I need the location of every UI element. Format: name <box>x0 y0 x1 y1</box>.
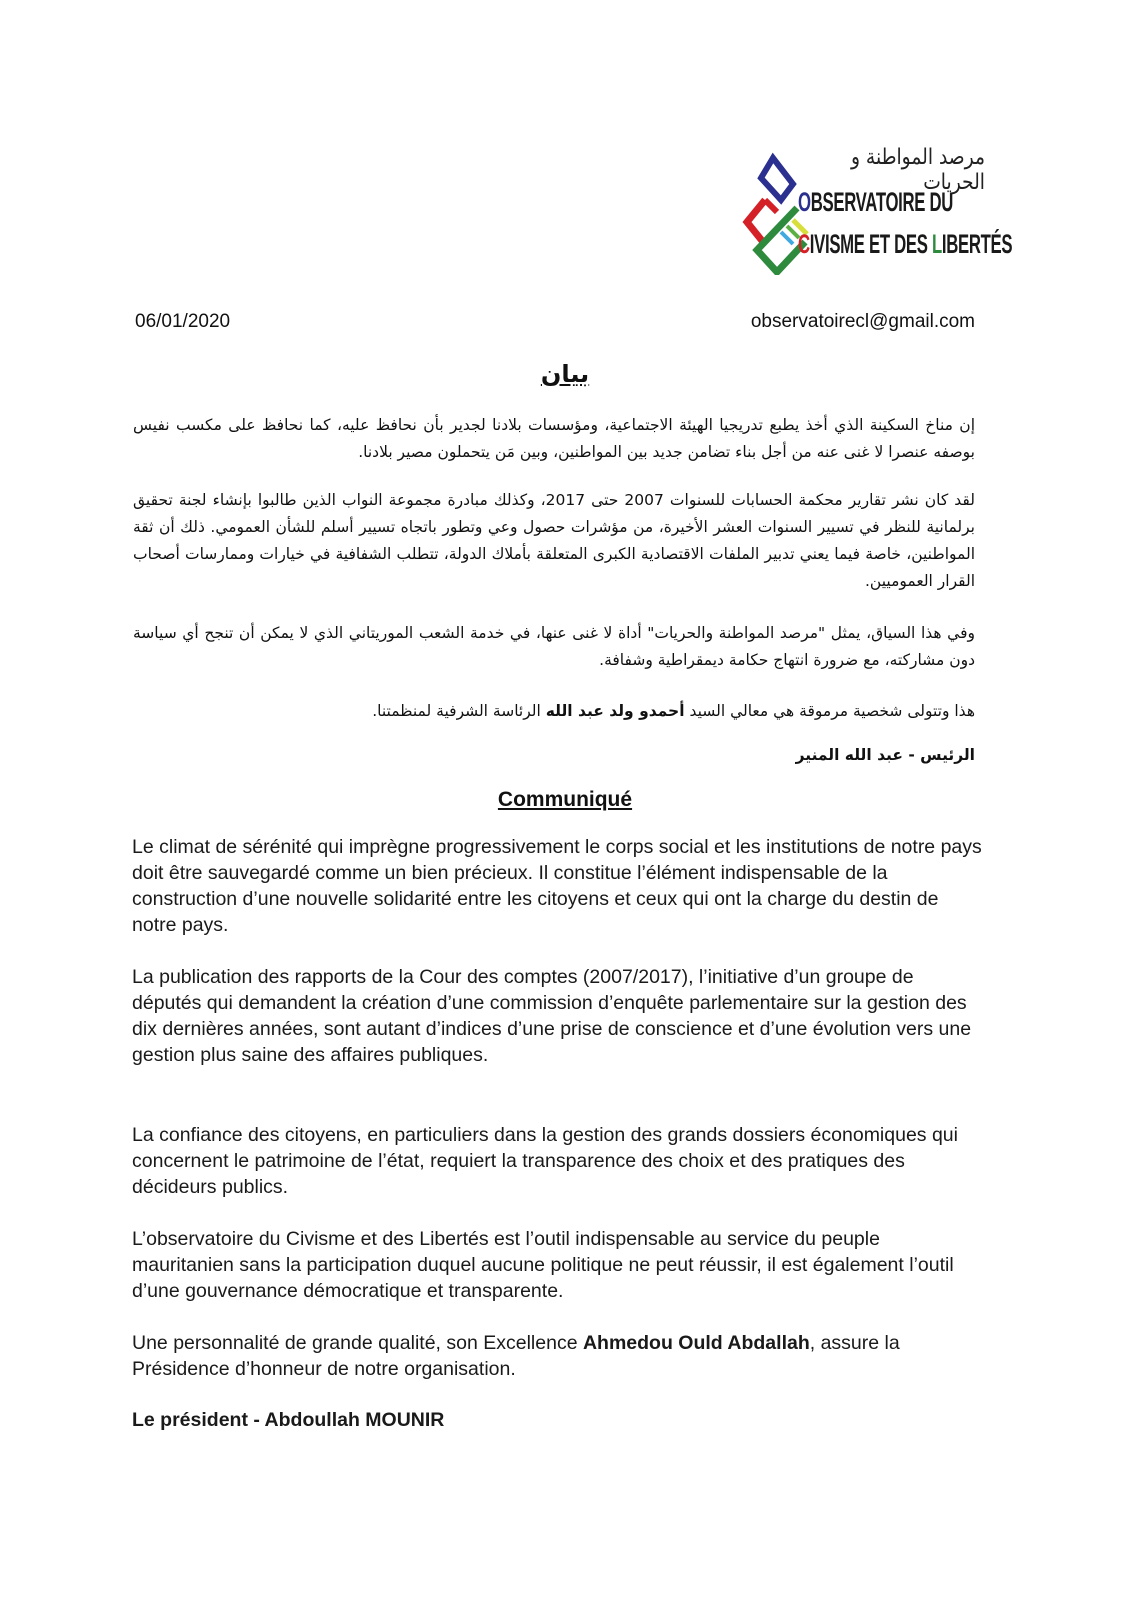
french-paragraph-2: La publication des rapports de la Cour des comptes (2007/2017), l’initiative d’un groupe de députés qui demandent la création d’une commission d’enquête parlementaire sur la gestion des dix dernières années, sont autant d’indices d’une prise de conscience et d’une évolution vers une gestion plus saine des affaires publiques. <box>132 966 972 1066</box>
french-paragraph-4: L’observatoire du Civisme et des Libertés est l’outil indispensable au service du peuple mauritanien sans la participation duquel aucune politique ne peut réussir, il est également l’outil d’une gouvernance démocratique et transparente. <box>132 1228 954 1302</box>
arabic-honorary-name: أحمدو ولد عبد الله <box>545 702 685 720</box>
french-paragraph-1: Le climat de sérénité qui imprègne progressivement le corps social et les institutions de notre pays doit être sauvegardé comme un bien précieux. Il constitue l’élément indispensable de la construction d’une nouvelle solidarité entre les citoyens et ceux qui ont la charge du destin de notre pays. <box>132 836 982 936</box>
organization-logo <box>735 145 1013 275</box>
arabic-honorary-paragraph: هذا وتتولى شخصية مرموقة هي معالي السيد أحمدو ولد عبد الله الرئاسة الشرفية لمنظمتنا. <box>372 702 975 720</box>
french-paragraph-3: La confiance des citoyens, en particuliers dans la gestion des grands dossiers économiques qui concernent le patrimoine de l’état, requiert la transparence des choix et des pratiques des décideurs publics. <box>132 1124 958 1198</box>
french-honorary-name: Ahmedou Ould Abdallah <box>582 1332 810 1354</box>
arabic-signature: الرئيس - عبد الله المنير <box>795 746 975 764</box>
logo-french-line-1: OBSERVATOIRE DU <box>798 187 954 217</box>
french-signature: Le président - Abdoullah MOUNIR <box>132 1409 445 1431</box>
document-date: 06/01/2020 <box>135 311 231 332</box>
arabic-paragraph-2: لقد كان نشر تقارير محكمة الحسابات للسنوات 2007 حتى 2017، وكذلك مبادرة مجموعة النواب الذين طالبوا بإنشاء لجنة تحقيق برلمانية للنظر في تسيير السنوات العشر الأخيرة، من مؤشرات حصول وعي وتطور باتجاه تسيير أسلم للشأن العمومي. ذلك أن ثقة المواطنين، خاصة فيما يعني تدبير الملفات الاقتصادية الكبرى المتعلقة بأملاك الدولة، تتطلب الشفافية في خيارات وممارسات أصحاب القرار العموميين. <box>133 491 975 590</box>
contact-email: observatoirecl@gmail.com <box>750 311 975 332</box>
logo-arabic-name: مرصد المواطنة و الحريات <box>850 145 985 195</box>
logo-french-line-2: CIVISME ET DES LIBERTÉS <box>798 229 1013 259</box>
arabic-title: بيان <box>540 360 590 388</box>
arabic-paragraph-1: إن مناخ السكينة الذي أخذ يطبع تدريجيا الهيئة الاجتماعية، ومؤسسات بلادنا لجدير بأن نحافظ عليه، كما نحافظ على مكسب نفيس بوصفه عنصرا لا غنى عنه من أجل بناء تضامن جديد بين المواطنين، وبين مَن يتحملون مصير بلادنا. <box>133 416 975 461</box>
french-honorary-paragraph: Une personnalité de grande qualité, son Excellence Ahmedou Ould Abdallah, assure la Présidence d’honneur de notre organisation. <box>132 1332 900 1380</box>
arabic-paragraph-3: وفي هذا السياق، يمثل "مرصد المواطنة والحريات" أداة لا غنى عنها، في خدمة الشعب الموريتاني الذي لا يمكن أن تنجح أي سياسة دون مشاركته، مع ضرورة انتهاج حكامة ديمقراطية وشفافة. <box>133 624 975 669</box>
french-title: Communiqué <box>497 788 633 811</box>
